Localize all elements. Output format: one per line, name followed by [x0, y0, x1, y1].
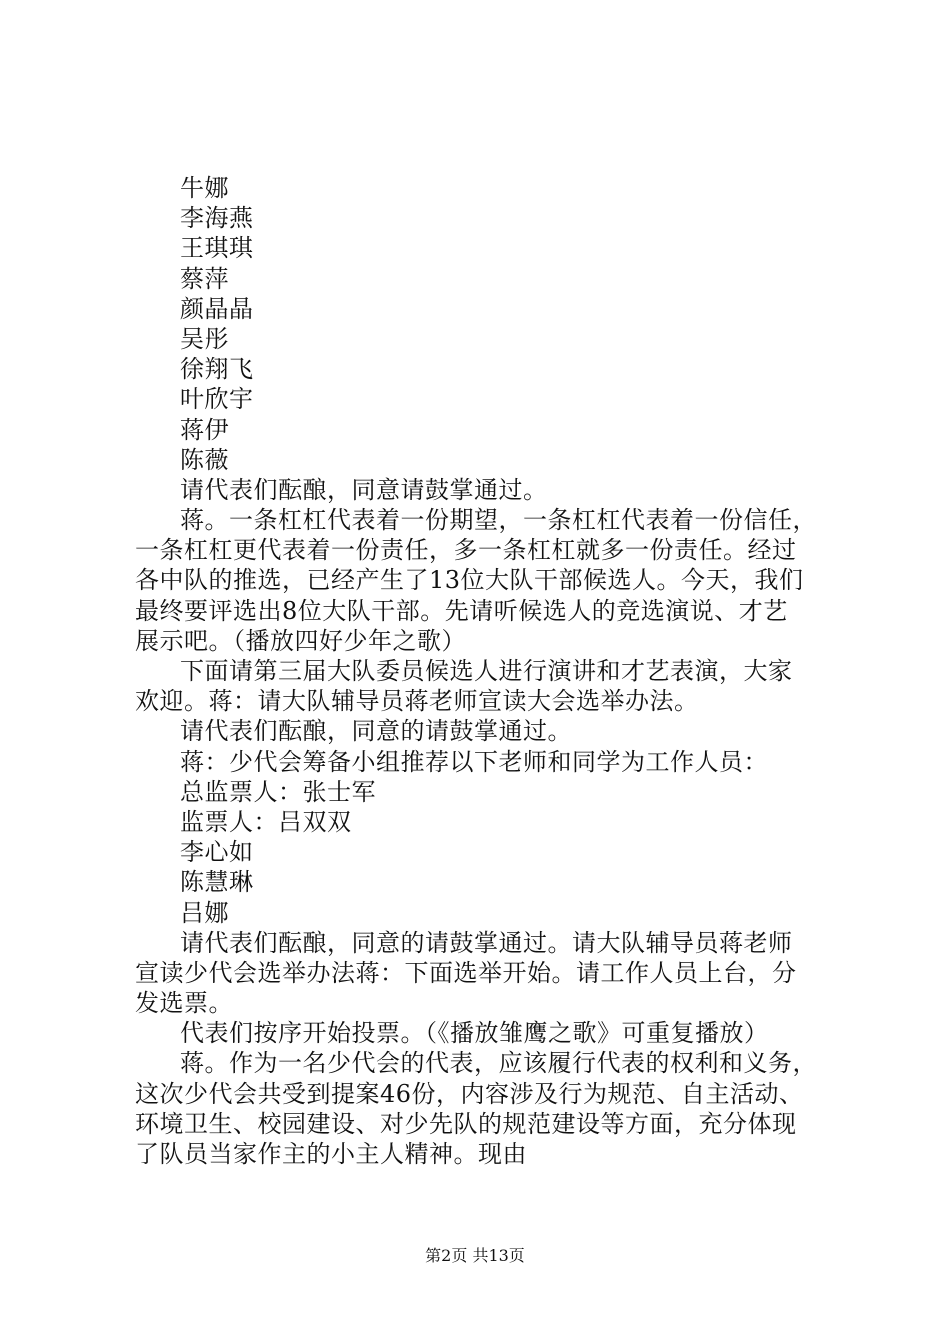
paragraph	[135, 505, 835, 656]
paragraph-line: 宣读少代会选举办法蒋：下面选举开始。请工作人员上台，分	[135, 958, 797, 987]
paragraph-line: 一条杠杠更代表着一份责任，多一条杠杠就多一份责任。经过	[135, 536, 797, 565]
list-item: 颜晶晶	[180, 294, 254, 323]
page-footer: 第2页 共13页	[425, 1246, 525, 1265]
paragraph-line: 展示吧。（播放四好少年之歌）	[135, 626, 466, 655]
staff-names-list	[135, 837, 835, 928]
paragraph: 请代表们酝酿，同意请鼓掌通过。	[180, 475, 548, 504]
list-item: 王琪琪	[180, 234, 254, 263]
paragraph-line: 了队员当家作主的小主人精神。现由	[135, 1140, 527, 1168]
paragraph-line: 蒋。作为一名少代会的代表，应该履行代表的权利和义务，	[180, 1049, 817, 1078]
paragraph: 请代表们酝酿，同意的请鼓掌通过。	[180, 717, 572, 746]
paragraph: 蒋：少代会筹备小组推荐以下老师和同学为工作人员：	[180, 747, 768, 776]
list-item: 牛娜	[180, 174, 229, 202]
list-item: 李海燕	[180, 204, 254, 233]
list-item: 蔡萍	[180, 264, 229, 293]
paragraph-line: 请代表们酝酿，同意的请鼓掌通过。请大队辅导员蒋老师	[180, 928, 793, 957]
paragraph-line: 下面请第三届大队委员候选人进行演讲和才艺表演，大家	[180, 657, 793, 685]
paragraph-line: 各中队的推选，已经产生了13位大队干部候选人。今天，我们	[135, 566, 804, 595]
paragraph-line: 最终要评选出8位大队干部。先请听候选人的竞选演说、才艺	[135, 596, 788, 625]
candidate-names-list	[135, 173, 835, 475]
paragraph-line: 欢迎。蒋：请大队辅导员蒋老师宣读大会选举办法。	[135, 687, 699, 716]
paragraph-line: 蒋。一条杠杠代表着一份期望，一条杠杠代表着一份信任，	[180, 506, 817, 535]
paragraph-line: 这次少代会共受到提案46份，内容涉及行为规范、自主活动、	[135, 1079, 804, 1108]
list-item: 徐翔飞	[180, 355, 254, 384]
paragraph-line: 发选票。	[135, 989, 233, 1018]
paragraph	[135, 656, 835, 716]
list-item: 陈慧琳	[180, 868, 254, 897]
chief-monitor-line: 总监票人：张士军	[180, 777, 376, 806]
paragraph: 代表们按序开始投票。（《播放雏鹰之歌》可重复播放）	[180, 1019, 769, 1048]
paragraph	[135, 928, 835, 1019]
list-item: 叶欣宇	[180, 385, 254, 414]
list-item: 陈薇	[180, 445, 229, 474]
list-item: 吕娜	[180, 898, 229, 927]
monitor-line: 监票人：吕双双	[180, 807, 352, 836]
list-item: 蒋伊	[180, 415, 229, 444]
list-item: 吴彤	[180, 324, 229, 353]
list-item: 李心如	[180, 838, 254, 867]
paragraph	[135, 1048, 835, 1169]
document-body	[135, 173, 835, 1169]
paragraph-line: 环境卫生、校园建设、对少先队的规范建设等方面，充分体现	[135, 1109, 797, 1138]
